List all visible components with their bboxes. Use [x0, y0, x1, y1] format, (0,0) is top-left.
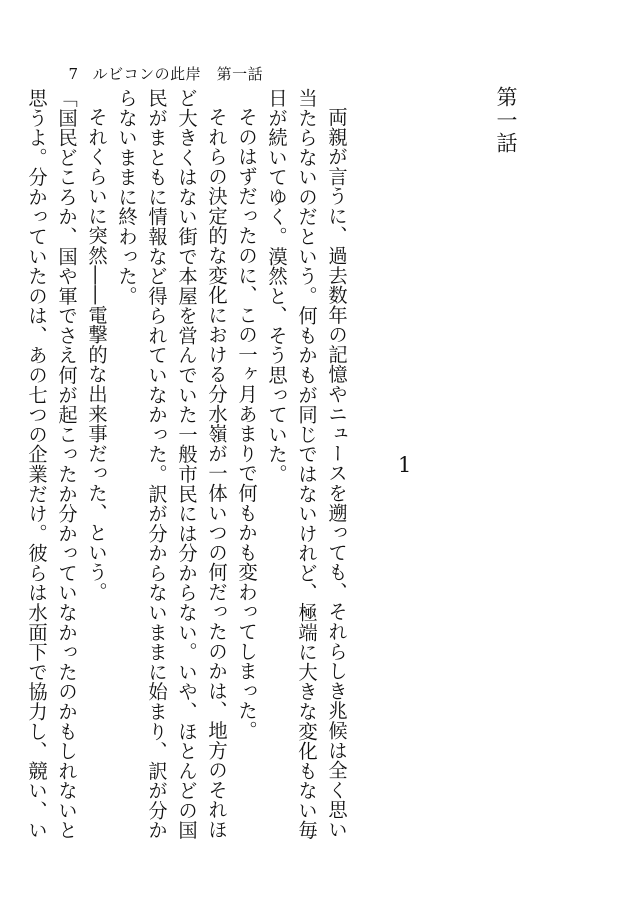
- running-header: [58, 45, 263, 84]
- text-line: 当たらないのだという。何もかもが同じではないけれど、極端に大きな変化もない毎: [295, 88, 318, 841]
- chapter-number: 1: [398, 453, 412, 477]
- text-line: 日が続いてゆく。漠然と、そう思っていた。: [265, 88, 288, 484]
- page-number: 7: [68, 65, 79, 83]
- body-text: [21, 88, 351, 848]
- text-line: そのはずだったのに、この一ヶ月あまりで何もかも変わってしまった。: [235, 107, 258, 741]
- text-line: らないままに終わった。: [115, 88, 138, 306]
- text-line: 「国民どころか、国や軍でさえ何が起こったか分かっていなかったのかもしれないと: [55, 88, 78, 841]
- chapter-title: 第一話: [494, 86, 518, 155]
- text-line: 民がまともに情報など得られていなかった。訳が分からないままに始まり、訳が分か: [145, 88, 168, 841]
- text-line: 両親が言うに、過去数年の記憶やニュースを遡っても、それらしき兆候は全く思い: [325, 107, 348, 840]
- text-line: それらの決定的な変化における分水嶺が一体いつの何だったのかは、地方のそれほ: [205, 107, 228, 840]
- text-line: 思うよ。分かっていたのは、あの七つの企業だけ。彼らは水面下で協力し、競い、い: [25, 88, 48, 841]
- text-line: ど大きくはない街で本屋を営んでいた一般市民には分からない。いや、ほとんどの国: [175, 88, 198, 841]
- text-line: それくらいに突然――電撃的な出来事だった、という。: [85, 107, 108, 603]
- running-title: ルビコンの此岸 第一話: [92, 65, 264, 83]
